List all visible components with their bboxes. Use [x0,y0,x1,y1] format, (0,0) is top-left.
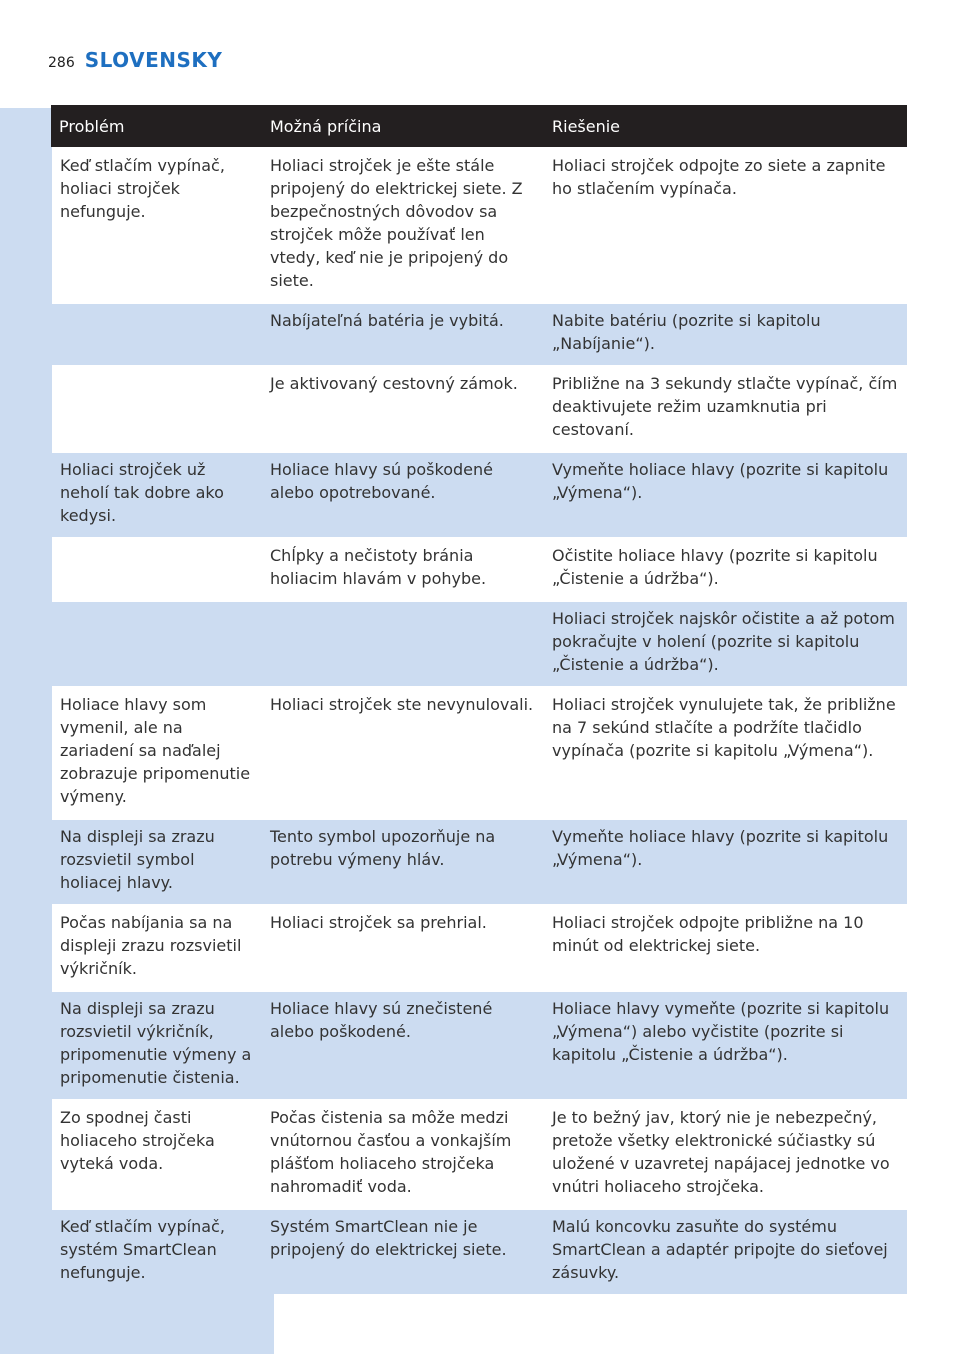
table-row [51,303,907,366]
problem-cell: Holiaci strojček už neholí tak dobre ako kedysi. [51,452,262,538]
table-row [51,819,907,905]
table-header-row [51,105,907,148]
solution-cell: Očistite holiace hlavy (pozrite si kapitolu „Čistenie a údržba“). [544,538,907,601]
cause-cell [262,601,544,687]
column-header-solution: Riešenie [544,105,907,148]
page-number: 286 [48,55,75,71]
cause-cell: Počas čistenia sa môže medzi vnútornou časťou a vonkajším plášťom holiaceho strojčeka nahromadiť voda. [262,1100,544,1209]
problem-cell: Keď stlačím vypínač, systém SmartClean nefunguje. [51,1209,262,1294]
problem-cell: Počas nabíjania sa na displeji zrazu rozsvietil výkričník. [51,905,262,991]
solution-cell: Holiaci strojček odpojte približne na 10 minút od elektrickej siete. [544,905,907,991]
table-row [51,1100,907,1209]
table-row [51,366,907,452]
problem-cell: Na displeji sa zrazu rozsvietil symbol holiacej hlavy. [51,819,262,905]
table-row [51,452,907,538]
cause-cell: Holiaci strojček sa prehrial. [262,905,544,991]
cause-cell: Tento symbol upozorňuje na potrebu výmeny hláv. [262,819,544,905]
troubleshooting-table [50,105,907,1294]
column-header-problem: Problém [51,105,262,148]
cause-cell: Holiace hlavy sú poškodené alebo opotrebované. [262,452,544,538]
table-row [51,1209,907,1294]
solution-cell: Približne na 3 sekundy stlačte vypínač, čím deaktivujete režim uzamknutia pri cestovaní. [544,366,907,452]
problem-cell: Keď stlačím vypínač, holiaci strojček nefunguje. [51,148,262,303]
table-row [51,148,907,303]
problem-cell: Zo spodnej časti holiaceho strojčeka vyteká voda. [51,1100,262,1209]
problem-cell [51,303,262,366]
cause-cell: Nabíjateľná batéria je vybitá. [262,303,544,366]
cause-cell: Systém SmartClean nie je pripojený do elektrickej siete. [262,1209,544,1294]
solution-cell: Holiaci strojček odpojte zo siete a zapnite ho stlačením vypínača. [544,148,907,303]
cause-cell: Je aktivovaný cestovný zámok. [262,366,544,452]
problem-cell [51,366,262,452]
table-row [51,905,907,991]
section-title: SLOVENSKY [84,48,223,72]
column-header-cause: Možná príčina [262,105,544,148]
cause-cell: Holiaci strojček je ešte stále pripojený do elektrickej siete. Z bezpečnostných dôvodov sa strojček môže používať len vtedy, keď nie je pripojený do siete. [262,148,544,303]
solution-cell: Vymeňte holiace hlavy (pozrite si kapitolu „Výmena“). [544,819,907,905]
solution-cell: Holiaci strojček najskôr očistite a až potom pokračujte v holení (pozrite si kapitolu „Čistenie a údržba“). [544,601,907,687]
table-row [51,687,907,819]
cause-cell: Holiaci strojček ste nevynulovali. [262,687,544,819]
solution-cell: Holiaci strojček vynulujete tak, že približne na 7 sekúnd stlačíte a podržíte tlačidlo vypínača (pozrite si kapitolu „Výmena“). [544,687,907,819]
solution-cell: Je to bežný jav, ktorý nie je nebezpečný, pretože všetky elektronické súčiastky sú uložené v uzavretej napájacej jednotke vo vnútri holiaceho strojčeka. [544,1100,907,1209]
problem-cell: Na displeji sa zrazu rozsvietil výkričník, pripomenutie výmeny a pripomenutie čistenia. [51,991,262,1100]
solution-cell: Holiace hlavy vymeňte (pozrite si kapitolu „Výmena“) alebo vyčistite (pozrite si kapitolu „Čistenie a údržba“). [544,991,907,1100]
page-header [48,48,222,76]
solution-cell: Nabite batériu (pozrite si kapitolu „Nabíjanie“). [544,303,907,366]
table-row [51,991,907,1100]
solution-cell: Malú koncovku zasuňte do systému SmartClean a adaptér pripojte do sieťovej zásuvky. [544,1209,907,1294]
solution-cell: Vymeňte holiace hlavy (pozrite si kapitolu „Výmena“). [544,452,907,538]
cause-cell: Holiace hlavy sú znečistené alebo poškodené. [262,991,544,1100]
problem-cell: Holiace hlavy som vymenil, ale na zariadení sa naďalej zobrazuje pripomenutie výmeny. [51,687,262,819]
problem-cell [51,601,262,687]
cause-cell: Chĺpky a nečistoty bránia holiacim hlavám v pohybe. [262,538,544,601]
table-row [51,601,907,687]
problem-cell [51,538,262,601]
table-row [51,538,907,601]
